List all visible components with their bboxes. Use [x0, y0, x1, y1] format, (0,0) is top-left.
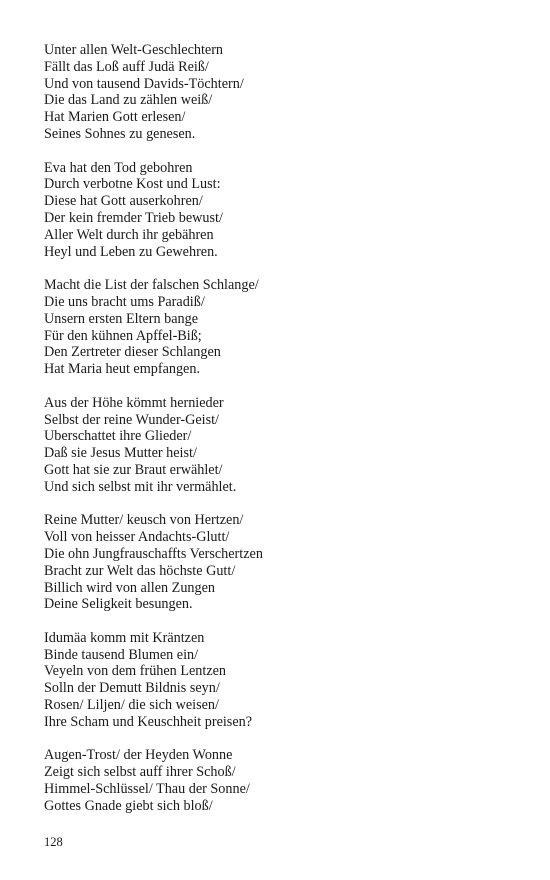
page-number: 128: [44, 835, 63, 849]
poem-line: Zeigt sich selbst auff ihrer Schoß/: [44, 764, 236, 781]
poem-line: Bracht zur Welt das höchste Gutt/: [44, 562, 236, 579]
poem-line: Voll von heisser Andachts-Glutt/: [44, 529, 230, 546]
poem-line: Reine Mutter/ keusch von Hertzen/: [44, 512, 244, 529]
poem-line: Hat Marien Gott erlesen/: [44, 109, 186, 126]
poem-line: Durch verbotne Kost und Lust:: [44, 176, 221, 193]
poem-line: Rosen/ Liljen/ die sich weisen/: [44, 697, 219, 714]
stanza-3: [44, 277, 524, 378]
poem-line: Idumäa komm mit Kräntzen: [44, 629, 205, 646]
poem-body: [44, 42, 524, 831]
poem-line: Die das Land zu zählen weiß/: [44, 92, 213, 109]
poem-line: Ihre Scham und Keuschheit preisen?: [44, 713, 253, 730]
poem-line: Eva hat den Tod gebohren: [44, 159, 193, 176]
stanza-2: [44, 160, 524, 261]
poem-line: Veyeln von dem frühen Lentzen: [44, 663, 227, 680]
poem-line: Hat Maria heut empfangen.: [44, 361, 201, 378]
poem-line: Und von tausend Davids-Töchtern/: [44, 75, 244, 92]
stanza-7: [44, 747, 524, 814]
poem-line: Seines Sohnes zu genesen.: [44, 125, 196, 142]
poem-line: Binde tausend Blumen ein/: [44, 646, 199, 663]
stanza-6: [44, 630, 524, 731]
stanza-5: [44, 512, 524, 613]
poem-line: Augen-Trost/ der Heyden Wonne: [44, 747, 233, 764]
poem-line: Daß sie Jesus Mutter heist/: [44, 445, 197, 462]
stanza-4: [44, 395, 524, 496]
poem-line: Den Zertreter dieser Schlangen: [44, 344, 221, 361]
poem-line: Deine Seligkeit besungen.: [44, 596, 193, 613]
poem-line: Diese hat Gott auserkohren/: [44, 193, 203, 210]
poem-line: Fällt das Loß auff Judä Reiß/: [44, 58, 209, 75]
poem-line: Gottes Gnade giebt sich bloß/: [44, 797, 213, 814]
poem-line: Solln der Demutt Bildnis seyn/: [44, 680, 220, 697]
poem-line: Selbst der reine Wunder-Geist/: [44, 411, 219, 428]
poem-line: Die ohn Jungfrauschaffts Verschertzen: [44, 545, 263, 562]
poem-line: Die uns bracht ums Paradiß/: [44, 293, 205, 310]
poem-line: Aller Welt durch ihr gebähren: [44, 226, 214, 243]
poem-line: Unsern ersten Eltern bange: [44, 310, 199, 327]
poem-line: Himmel-Schlüssel/ Thau der Sonne/: [44, 781, 250, 798]
poem-line: Heyl und Leben zu Gewehren.: [44, 243, 218, 260]
poem-line: Der kein fremder Trieb bewust/: [44, 209, 223, 226]
stanza-1: [44, 42, 524, 143]
poem-line: Billich wird von allen Zungen: [44, 579, 216, 596]
poem-line: Aus der Höhe kömmt hernieder: [44, 394, 224, 411]
poem-line: Macht die List der falschen Schlange/: [44, 277, 259, 294]
poem-line: Gott hat sie zur Braut erwählet/: [44, 461, 223, 478]
poem-line: Für den kühnen Apffel-Biß;: [44, 327, 202, 344]
poem-line: Uberschattet ihre Glieder/: [44, 428, 192, 445]
poem-line: Unter allen Welt-Geschlechtern: [44, 42, 224, 58]
poem-line: Und sich selbst mit ihr vermählet.: [44, 478, 237, 495]
